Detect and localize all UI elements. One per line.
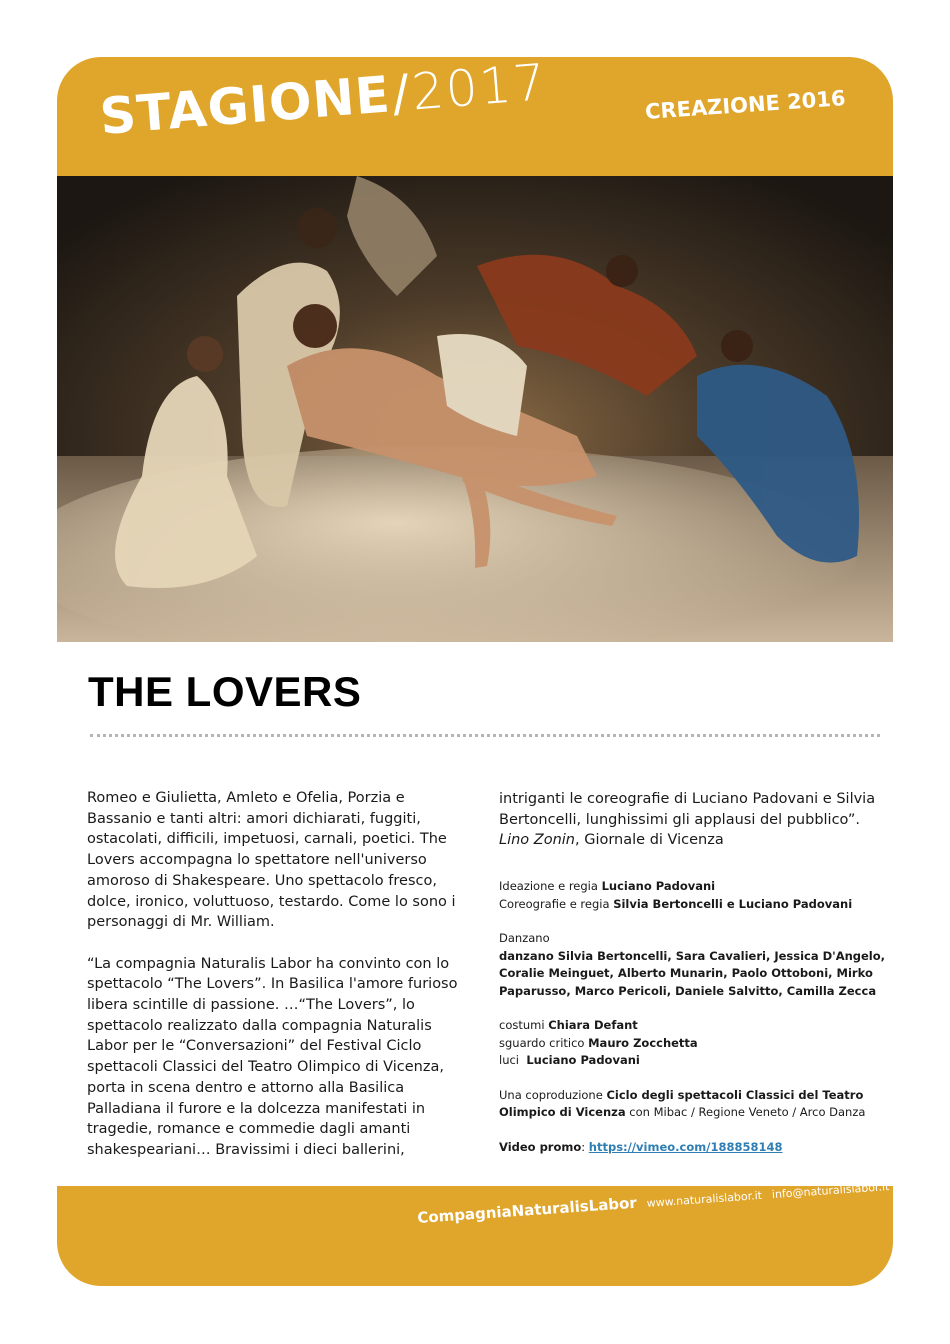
credits-dancers <box>499 930 894 1000</box>
credits-coproduction <box>499 1087 894 1122</box>
promo-link[interactable]: https://vimeo.com/188858148 <box>588 1139 783 1154</box>
promo-sep: : <box>581 1139 589 1154</box>
ideation-name: Luciano Padovani <box>601 879 716 894</box>
show-title: THE LOVERS <box>88 668 362 715</box>
performance-photo <box>57 176 893 642</box>
left-column <box>87 788 459 1181</box>
lights-name: Luciano Padovani <box>526 1053 640 1068</box>
coprod-partner: Ciclo degli spettacoli Classici del Teatro Olimpico di Vicenza <box>499 1087 864 1120</box>
choreo-names: Silvia Bertoncelli e Luciano Padovani <box>613 896 853 911</box>
press-quote-continuation <box>499 789 894 851</box>
season-label: STAGIONE <box>97 65 393 146</box>
costumes-name: Chiara Defant <box>548 1018 638 1033</box>
credits <box>499 878 894 1156</box>
quote-source: , Giornale di Vicenza <box>575 832 724 849</box>
right-column <box>499 789 894 1173</box>
critic-name: Mauro Zocchetta <box>588 1035 698 1050</box>
website-link[interactable]: www.naturalislabor.it <box>646 1188 763 1210</box>
quote-author: Lino Zonin <box>499 832 575 849</box>
lights-label: luci <box>499 1053 527 1068</box>
creation-year: CREAZIONE 2016 <box>644 86 847 124</box>
email-link[interactable]: info@naturalislabor.it <box>771 1180 890 1202</box>
season-year: 2017 <box>409 53 550 122</box>
dancers-names: danzano Silvia Bertoncelli, Sara Cavalieri, Jessica D'Angelo, Coralie Meinguet, Alberto Munarin, Paolo Ottoboni, Mirko Paparusso, Marco Pericoli, Daniele Salvitto, Camilla Zecca <box>499 948 886 998</box>
press-quote: “La compagnia Naturalis Labor ha convinto con lo spettacolo “The Lovers”. In Basilica l'amore furioso libera scintille di passione. …“The Lovers”, lo spettacolo realizzato dalla compagnia Naturalis Labor per le “Conversazioni” del Festival Ciclo spettacoli Classici del Teatro Olimpico di Vicenza, porta in scena dentro e attorno alla Basilica Palladiana il furore e la dolcezza manifestati in tragedie, romance e commedie dagli amanti shakespeariani… Bravissimi i dieci ballerini, <box>87 955 458 1158</box>
choreo-label: Coreografie e regia <box>499 896 614 911</box>
intro-paragraph: Romeo e Giulietta, Amleto e Ofelia, Porzia e Bassanio e tanti altri: amori dichiarati, fuggiti, ostacolati, difficili, impetuosi, carnali, poetici. The Lovers accompagna lo spettatore nell'universo amoroso di Shakespeare. Uno spettacolo fresco, dolce, ironico, voluttuoso, testardo. Come lo sono i personaggi di Mr. William. <box>87 790 456 931</box>
dotted-divider <box>90 734 880 737</box>
coprod-rest: con Mibac / Regione Veneto / Arco Danza <box>625 1105 866 1120</box>
season-slash: / <box>389 63 413 123</box>
dancers-label: Danzano <box>499 931 550 946</box>
ideation-label: Ideazione e regia <box>499 879 602 894</box>
company-brand: CompagniaNaturalisLabor <box>416 1193 638 1227</box>
promo-label: Video promo <box>499 1139 582 1154</box>
costumes-label: costumi <box>499 1018 549 1033</box>
coprod-label: Una coproduzione <box>499 1087 607 1102</box>
video-promo <box>499 1139 894 1157</box>
quote-text: intriganti le coreografie di Luciano Padovani e Silvia Bertoncelli, lunghissimi gli applausi del pubblico”. <box>499 791 876 828</box>
credits-direction <box>499 878 894 913</box>
credits-crew <box>499 1017 894 1070</box>
critic-label: sguardo critico <box>499 1035 589 1050</box>
